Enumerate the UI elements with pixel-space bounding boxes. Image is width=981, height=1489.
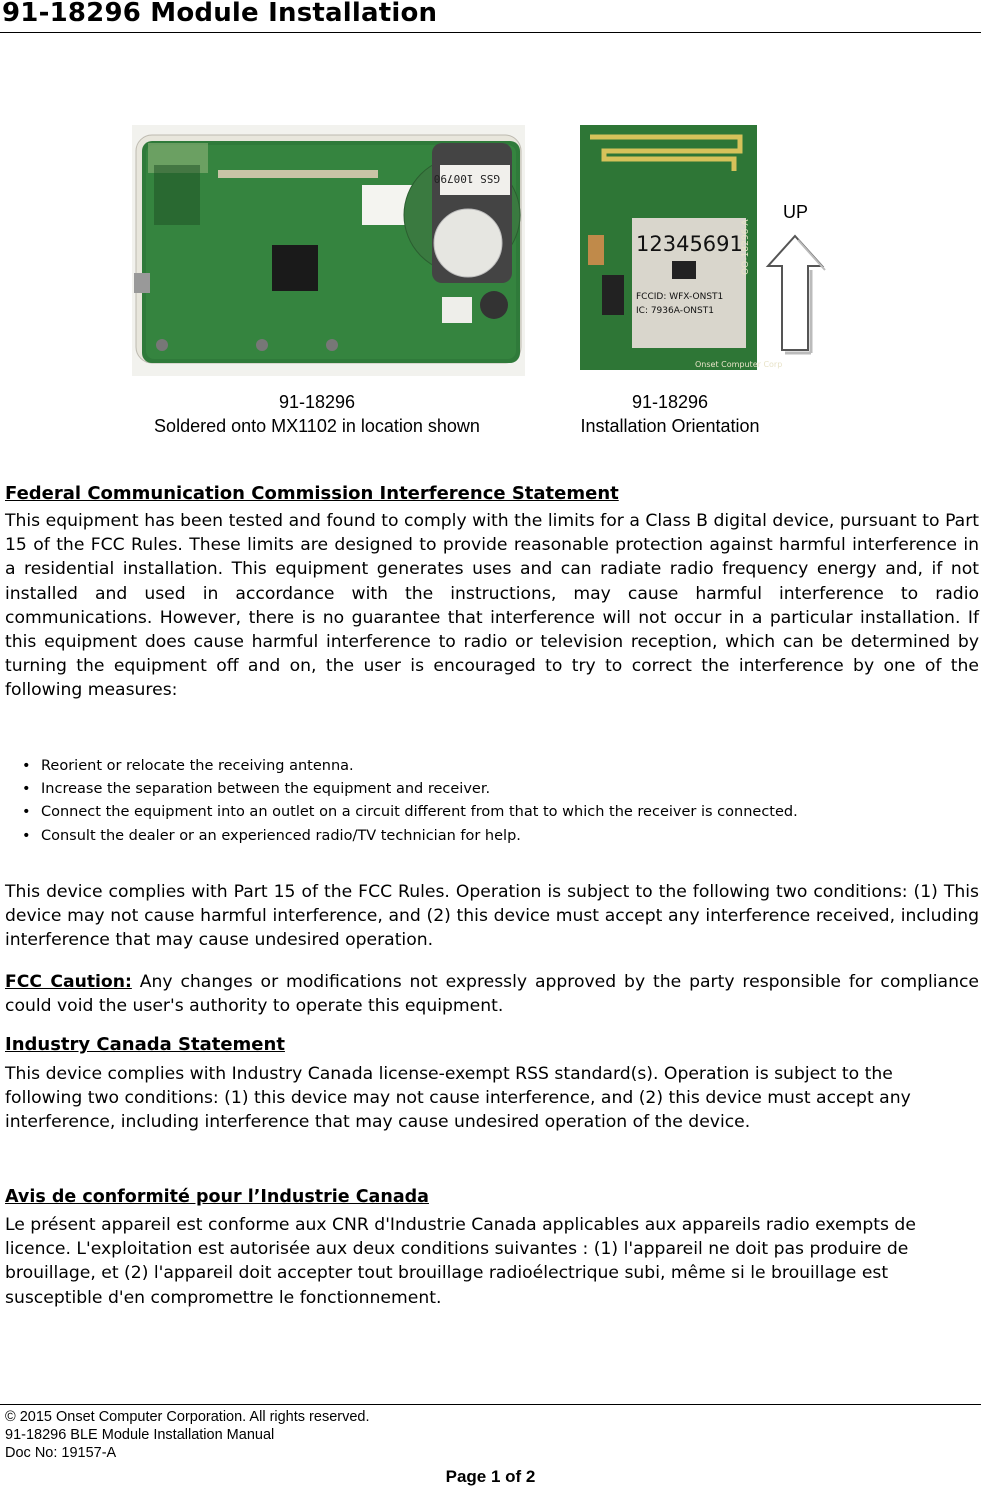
footer-manual-title: 91-18296 BLE Module Installation Manual [5, 1427, 275, 1443]
up-label: UP [783, 202, 809, 222]
bullet-text: Consult the dealer or an experienced radio/TV technician for help. [41, 828, 521, 844]
fcc-caution-text: Any changes or modifications not expressly approved by the party responsible for compliance could void the user's authority to operate this equipment. [5, 972, 979, 1017]
fcc-heading: Federal Communication Commission Interference Statement [5, 483, 619, 504]
up-arrow-icon [764, 232, 826, 354]
module-part-number: OO-18296-A [741, 219, 751, 275]
footer-doc-number: Doc No: 19157-A [5, 1445, 117, 1461]
fcc-caution-label: FCC Caution: [5, 972, 132, 992]
avis-paragraph: Le présent appareil est conforme aux CNR d'Industrie Canada applicables aux appareils radio exempts de licence. L'exploitation est autorisée aux deux conditions suivantes : (1) l'appareil ne doit pas produire de brouillage, et (2) l'appareil doit accepter tout brouillage radioélectrique subi, même si le brouillage est susceptible d'en compromettre le fonctionnement. [5, 1215, 916, 1308]
page-number: Page 1 of 2 [445, 1467, 536, 1486]
module-side-text: Onset Computer Corp [695, 360, 783, 369]
avis-heading: Avis de conformité pour l’Industrie Canada [5, 1187, 429, 1207]
document-title: 91-18296 Module Installation [2, 0, 438, 28]
list-item: • Increase the separation between the equipment and receiver. [22, 781, 491, 797]
module-fccid: FCCID: WFX-ONST1 [636, 292, 724, 302]
mx1102-board-photo [132, 125, 525, 376]
fcc-compliance-paragraph: This device complies with Part 15 of the FCC Rules. Operation is subject to the following two conditions: (1) This device may not cause harmful interference, and (2) this device must accept any interference received, including interference that may cause undesired operation. [5, 882, 979, 951]
list-item: • Reorient or relocate the receiving antenna. [22, 758, 354, 774]
caption-right-desc: Installation Orientation [580, 416, 760, 436]
ic-heading: Industry Canada Statement [5, 1034, 285, 1055]
ic-paragraph: This device complies with Industry Canada license-exempt RSS standard(s). Operation is subject to the following two conditions: (1) this device may not cause interference, and (2) this device must accept any interference, including interference that may cause undesired operation of the device. [5, 1064, 911, 1133]
footer-copyright: © 2015 Onset Computer Corporation. All rights reserved. [5, 1409, 370, 1425]
footer-divider [0, 1404, 981, 1405]
figure-caption-left [112, 390, 522, 438]
list-item: • Connect the equipment into an outlet on a circuit different from that to which the receiver is connected. [22, 804, 798, 820]
board-chip-label: GSS 100790 [433, 172, 500, 185]
figure-caption-right [548, 390, 792, 438]
caption-right-part: 91-18296 [631, 392, 709, 412]
fcc-caution-paragraph [5, 970, 979, 1018]
bullet-text: Reorient or relocate the receiving antenna. [41, 758, 354, 774]
list-item: • Consult the dealer or an experienced radio/TV technician for help. [22, 828, 521, 844]
bullet-text: Increase the separation between the equipment and receiver. [41, 781, 491, 797]
module-serial: 12345691 [636, 232, 743, 256]
module-ic: IC: 7936A-ONST1 [636, 306, 714, 316]
fcc-measures-list [20, 755, 980, 848]
title-divider [0, 32, 981, 33]
ble-module-photo [580, 125, 783, 370]
bullet-text: Connect the equipment into an outlet on a circuit different from that to which the receiver is connected. [41, 804, 798, 820]
caption-left-part: 91-18296 [278, 392, 356, 412]
fcc-paragraph: This equipment has been tested and found to comply with the limits for a Class B digital device, pursuant to Part 15 of the FCC Rules. These limits are designed to provide reasonable protection against harmful interference in a residential installation. This equipment generates uses and can radiate radio frequency energy and, if not installed and used in accordance with the instructions, may cause harmful interference to radio communications. However, there is no guarantee that interference will not occur in a particular installation. If this equipment does cause harmful interference to radio or television reception, which can be determined by turning the equipment off and on, the user is encouraged to try to correct the interference by one of the following measures: [5, 511, 979, 701]
caption-left-desc: Soldered onto MX1102 in location shown [154, 416, 480, 436]
